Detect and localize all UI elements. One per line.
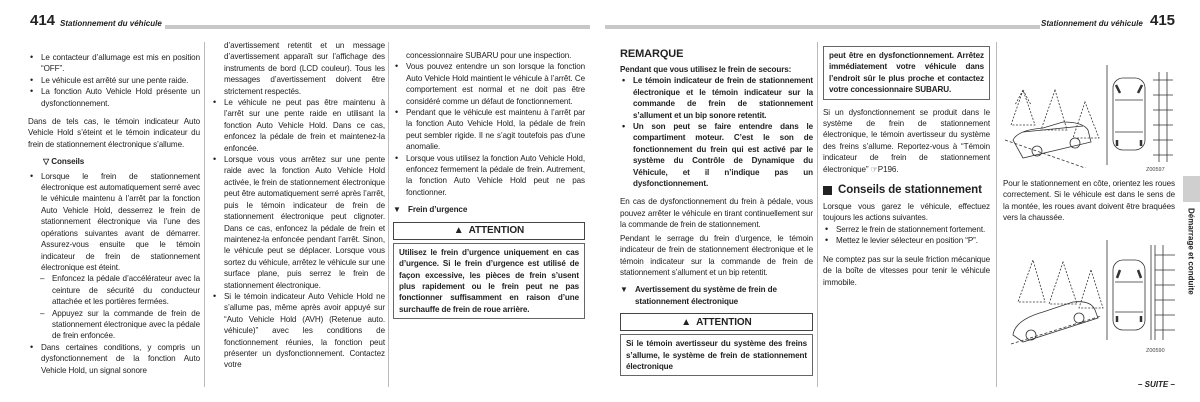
list-item: • Un son peut se faire entendre dans le compartiment moteur. C’est le son de fonctionnement du frein qui est activé par le système du Contrôle de Dynamique du Véhicule, et il n’indique pas un dysfonctionnement. — [620, 121, 813, 189]
attention-header — [393, 222, 585, 240]
header-title-left: Stationnement du véhicule — [60, 19, 162, 28]
remark-intro: Pendant que vous utilisez le frein de secours: — [620, 65, 792, 74]
section-heading-frein-urgence: ▼ Frein d’urgence — [393, 204, 585, 215]
list-item: • Lorsque vous utilisez la fonction Auto Vehicle Hold, enfoncez fermement la pédale de frein. Autrement, la fonction Auto Vehicle Hold peut ne pas fonctionner. — [393, 153, 585, 199]
car-side-icon — [1013, 122, 1091, 158]
tree-icon — [1018, 260, 1045, 302]
subheading-conseils: ▽ Conseils — [43, 157, 85, 167]
figure-label: Z00597 — [1146, 167, 1165, 173]
list-item: • Si le témoin indicateur Auto Vehicle Hold ne s’allume pas, même après avoir appuyé sur “Auto Vehicle Hold (AVH) (Retenue auto. véhicule)” avec les conditions de fonctionnement réunies, la fonction peut présenter un dysfonctionnement. Contactez votre — [211, 291, 385, 371]
list-item: • Le contacteur d’allumage est mis en position “OFF”. — [28, 52, 200, 75]
tree-icon — [1073, 102, 1099, 138]
list-item: • Dans certaines conditions, y compris un dysfonctionnement de la fonction Auto Vehicle Hold, un signal sonore — [28, 342, 200, 376]
tree-icon — [1079, 270, 1103, 308]
section-heading-avertissement: ▼ Avertissement du système de frein de stationnement électronique — [620, 284, 813, 307]
attention-body: Utilisez le frein d’urgence uniquement en cas d’urgence. Si le frein d’urgence est utilisé de façon excessive, les pièces de frein s’usent plus rapidement ou le frein peut ne pas fonctionner suffisamment en raison d’une surchauffe de frein de roue arrière. — [393, 243, 585, 319]
tree-icon — [1049, 262, 1077, 304]
list-item: • Lorsque le frein de stationnement électronique est automatiquement serré avec le véhicule maintenu à l’arrêt par la fonction Auto Vehicle Hold, desserrez le frein de stationnement électronique via l’une des opérations suivantes avant de démarrer. Assurez-vous ensuite que le témoin indicateur de frein de stationnement électronique est éteint. — [28, 171, 200, 274]
list-item: • Serrez le frein de stationnement fortement. — [823, 224, 990, 235]
right-column-1 — [620, 48, 813, 376]
left-column-2 — [211, 40, 385, 371]
page-number-right: 415 — [1150, 12, 1176, 29]
curb-icon — [1153, 72, 1173, 162]
chapter-tab-label: Démarrage et conduite — [1186, 208, 1196, 295]
attention-title: ATTENTION — [468, 225, 525, 237]
list-item: • Le véhicule ne peut pas être maintenu à l’arrêt sur une pente raide en utilisant la fonction Auto Vehicle Hold. Dans ce cas, enfoncez la pédale de frein et maintenez-la enfoncée. — [211, 97, 385, 154]
car-top-icon — [1113, 260, 1145, 330]
figure-label: Z00590 — [1146, 348, 1165, 354]
paragraph: Dans de tels cas, le témoin indicateur Auto Vehicle Hold s’éteint et le témoin indicateur du frein de stationnement électronique s’allume. — [28, 117, 200, 149]
car-top-icon — [1113, 78, 1145, 150]
list-item: • Lorsque vous vous arrêtez sur une pente raide avec la fonction Auto Vehicle Hold activée, le frein de stationnement électronique peut être automatiquement serré après l’arrêt, puis le témoin indicateur de frein de stationnement électronique peut clignoter. Dans ce cas, enfoncez la pédale de frein et maintenez-la enfoncée pendant l’arrêt. Sinon, le véhicule peut se déplacer. Lorsque vous sortez du véhicule, arrêtez le véhicule sur une surface plane, puis serrez le frein de stationnement électronique. — [211, 154, 385, 291]
left-column-3 — [393, 50, 585, 319]
figure-uphill-parking-1 — [1003, 60, 1175, 168]
column-divider — [817, 42, 818, 387]
dash-item: – Enfoncez la pédale d’accélérateur avec la ceinture de sécurité du conducteur attachée et les portières fermées. — [28, 273, 200, 307]
list-item: • La fonction Auto Vehicle Hold présente un dysfonctionnement. — [28, 86, 200, 109]
paragraph: Pendant le serrage du frein d’urgence, le témoin indicateur de frein de stationnement électronique et le témoin indicateur sur la commande de frein de stationnement s’allument et un bip retentit. — [620, 233, 813, 277]
list-item: • Le véhicule est arrêté sur une pente raide. — [28, 75, 200, 86]
dash-item: – Appuyez sur la commande de frein de stationnement électronique avec la pédale de frein enfoncée. — [28, 308, 200, 342]
attention-body: Si le témoin avertisseur du système des freins s’allume, le système de frein de stationnement électronique — [620, 334, 813, 376]
paragraph: Ne comptez pas sur la seule friction mécanique de la boîte de vitesses pour tenir le véhicule immobile. — [823, 254, 990, 287]
continued-label: – SUITE – — [1138, 380, 1175, 389]
section-heading-conseils-stationnement — [823, 183, 990, 197]
right-column-2 — [823, 46, 990, 288]
paragraph: Lorsque vous garez le véhicule, effectuez toujours les actions suivantes. — [823, 202, 990, 223]
tree-icon — [1041, 90, 1067, 130]
list-item: • Pendant que le véhicule est maintenu à l’arrêt par la fonction Auto Vehicle Hold, la pédale de frein peut sembler rigide. Il ne s’agit toutefois pas d’une anomalie. — [393, 107, 585, 153]
paragraph: Pour le stationnement en côte, orientez les roues correctement. Si le véhicule est dans le sens de la montée, les roues avant doivent être braquées vers la chaussée. — [1003, 179, 1175, 223]
column-divider — [204, 42, 205, 387]
figure-uphill-parking-2 — [1003, 240, 1175, 345]
list-item: • Mettez le levier sélecteur en position “P”. — [823, 235, 990, 246]
header-title-right: Stationnement du véhicule — [1041, 19, 1143, 28]
warning-triangle-icon: ▲ — [681, 316, 692, 328]
attention-body-continued: peut être en dysfonctionnement. Arrêtez immédiatement votre véhicule dans l’endroit sûr le plus proche et contactez votre concessionnaire SUBARU. — [823, 46, 990, 100]
list-item: • Vous pouvez entendre un son lorsque la fonction Auto Vehicle Hold maintient le véhicule à l’arrêt. Ce comportement est normal et ne doit pas être considéré comme un défaut de fonctionnement. — [393, 61, 585, 107]
section-title: Conseils de stationnement — [838, 184, 982, 197]
left-column-1 — [28, 52, 200, 376]
right-column-3 — [1003, 178, 1175, 224]
remark-title: REMARQUE — [620, 48, 684, 60]
square-bullet-icon — [823, 186, 832, 195]
paragraph: En cas de dysfonctionnement du frein à pédale, vous pouvez arrêter le véhicule en tirant continuellement sur la commande de frein de stationnement. — [620, 197, 813, 230]
page-number-left: 414 — [30, 12, 56, 29]
list-item: • Le témoin indicateur de frein de stationnement électronique et le témoin indicateur sur la commande de frein de stationnement s’allument et un bip sonore retentit. — [620, 75, 813, 121]
warning-triangle-icon: ▲ — [453, 225, 464, 237]
paragraph: d’avertissement retentit et un message d’avertissement apparaît sur l’affichage des instruments de bord (LCD couleur). Tous les messages d’avertissement doivent être strictement respectés. — [224, 41, 385, 96]
paragraph: Si un dysfonctionnement se produit dans le système de frein de stationnement électronique, le témoin avertisseur du système des freins s’allume. Reportez-vous à “Témoin indicateur de frein de stationnement électronique” ☞P196. — [823, 107, 990, 174]
column-divider — [388, 42, 389, 387]
attention-title: ATTENTION — [696, 316, 752, 328]
header-rule-right — [605, 25, 1040, 29]
curb-icon — [1151, 245, 1175, 340]
tree-icon — [1011, 90, 1035, 125]
header-rule-left — [165, 25, 590, 29]
paragraph: concessionnaire SUBARU pour une inspection. — [406, 51, 572, 60]
chapter-tab — [1183, 176, 1200, 202]
attention-header — [620, 313, 813, 331]
column-divider — [996, 42, 997, 387]
